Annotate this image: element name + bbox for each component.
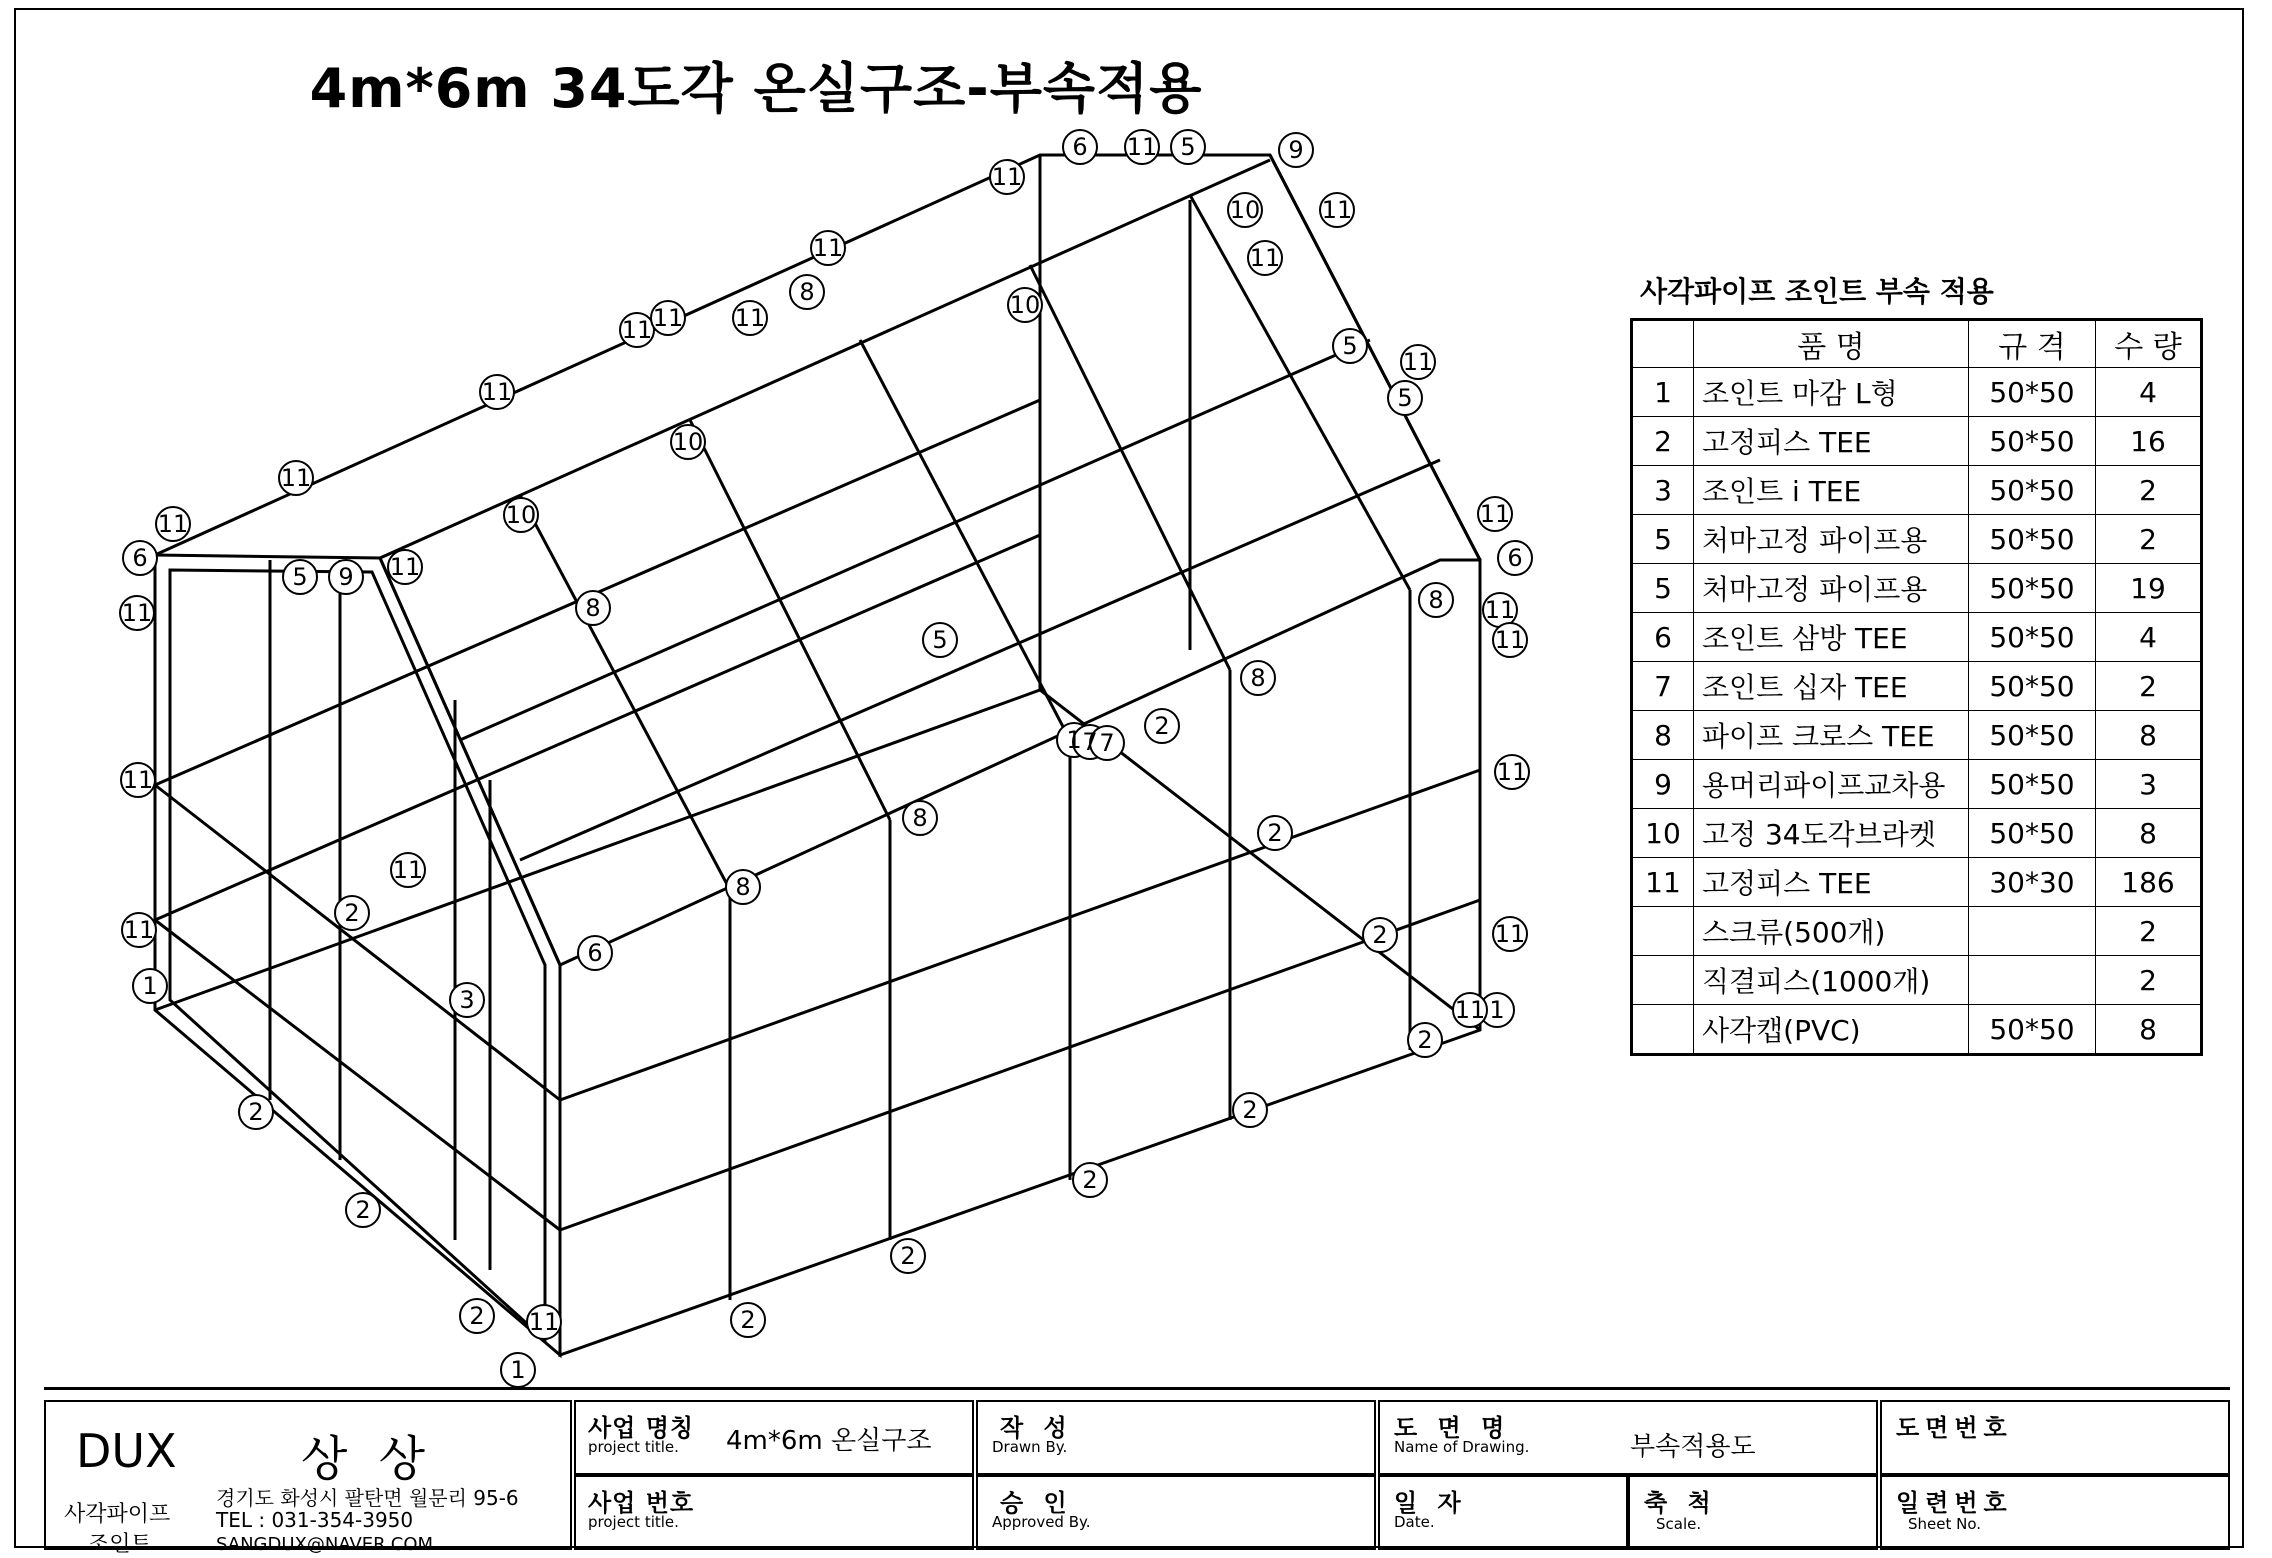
project-name-label: 사업 명칭 [588, 1414, 695, 1442]
svg-text:11: 11 [1494, 920, 1526, 948]
svg-text:7: 7 [1099, 729, 1115, 757]
row-spec: 50*50 [1969, 417, 2096, 466]
svg-text:9: 9 [338, 563, 354, 591]
row-name: 처마고정 파이프용 [1694, 564, 1969, 613]
project-no-label: 사업 번호 [588, 1489, 695, 1517]
table-row [1632, 907, 2202, 956]
table-row [1632, 809, 2202, 858]
row-no: 8 [1632, 711, 1694, 760]
row-no: 5 [1632, 515, 1694, 564]
table-row [1632, 760, 2202, 809]
date-sub: Date. [1394, 1513, 1435, 1531]
row-spec: 50*50 [1969, 711, 2096, 760]
drawn-sub: Drawn By. [992, 1438, 1068, 1456]
table-row [1632, 711, 2202, 760]
project-no-cell [574, 1475, 974, 1550]
svg-text:11: 11 [1454, 996, 1486, 1024]
table-row [1632, 515, 2202, 564]
address: 경기도 화성시 팔탄면 월문리 95-6 [216, 1486, 519, 1510]
date-cell [1378, 1475, 1628, 1550]
drawing-name-cell [1378, 1400, 1878, 1475]
row-qty: 2 [2096, 662, 2202, 711]
svg-text:8: 8 [735, 873, 751, 901]
row-qty: 4 [2096, 368, 2202, 417]
title-block [44, 1387, 2230, 1557]
svg-text:11: 11 [812, 234, 844, 262]
svg-text:5: 5 [932, 626, 948, 654]
svg-text:11: 11 [157, 510, 189, 538]
svg-text:11: 11 [121, 599, 153, 627]
svg-text:11: 11 [734, 304, 766, 332]
table-row [1632, 564, 2202, 613]
row-qty: 2 [2096, 907, 2202, 956]
row-spec: 30*30 [1969, 858, 2096, 907]
header-blank [1632, 320, 1694, 368]
row-qty: 2 [2096, 515, 2202, 564]
svg-text:8: 8 [1250, 664, 1266, 692]
scale-sub: Scale. [1656, 1515, 1702, 1533]
brand-name: 상 상 [301, 1431, 433, 1487]
approved-sub: Approved By. [992, 1513, 1091, 1531]
row-spec [1969, 956, 2096, 1005]
svg-text:11: 11 [122, 766, 154, 794]
row-no: 11 [1632, 858, 1694, 907]
row-spec: 50*50 [1969, 662, 2096, 711]
svg-text:7: 7 [1082, 728, 1098, 756]
svg-text:5: 5 [1180, 133, 1196, 161]
svg-text:2: 2 [900, 1242, 916, 1270]
approved-label: 승 인 [1000, 1489, 1073, 1517]
row-no: 10 [1632, 809, 1694, 858]
sheet-sub: Sheet No. [1908, 1515, 1982, 1533]
drawing-name-sub: Name of Drawing. [1394, 1438, 1530, 1456]
sheet-label: 일련번호 [1896, 1489, 2013, 1517]
svg-text:3: 3 [459, 986, 475, 1014]
row-name: 용머리파이프교차용 [1694, 760, 1969, 809]
front-wall-outline [560, 560, 1480, 1355]
row-spec: 50*50 [1969, 809, 2096, 858]
row-name: 직결피스(1000개) [1694, 956, 1969, 1005]
row-qty: 19 [2096, 564, 2202, 613]
svg-text:10: 10 [505, 501, 537, 529]
row-spec: 50*50 [1969, 466, 2096, 515]
svg-text:6: 6 [1507, 544, 1523, 572]
row-no [1632, 907, 1694, 956]
email: SANGDUX@NAVER.COM [216, 1534, 434, 1555]
svg-text:11: 11 [1402, 348, 1434, 376]
row-name: 조인트 삼방 TEE [1694, 613, 1969, 662]
svg-text:11: 11 [991, 163, 1023, 191]
project-name-value: 4m*6m 온실구조 [726, 1426, 932, 1456]
svg-text:11: 11 [652, 304, 684, 332]
row-name: 조인트 십자 TEE [1694, 662, 1969, 711]
svg-text:1: 1 [1489, 996, 1505, 1024]
svg-text:10: 10 [1009, 291, 1041, 319]
table-row [1632, 368, 2202, 417]
row-spec: 50*50 [1969, 515, 2096, 564]
svg-text:5: 5 [292, 563, 308, 591]
row-no: 1 [1632, 368, 1694, 417]
scale-cell [1628, 1475, 1878, 1550]
row-name: 스크류(500개) [1694, 907, 1969, 956]
row-name: 고정 34도각브라켓 [1694, 809, 1969, 858]
row-qty: 2 [2096, 466, 2202, 515]
svg-text:2: 2 [1372, 921, 1388, 949]
drawn-label: 작 성 [1000, 1414, 1073, 1442]
drawing-name-label: 도 면 명 [1394, 1414, 1511, 1442]
row-spec: 50*50 [1969, 368, 2096, 417]
row-name: 처마고정 파이프용 [1694, 515, 1969, 564]
project-name-cell [574, 1400, 974, 1475]
svg-text:5: 5 [1397, 384, 1413, 412]
row-qty: 186 [2096, 858, 2202, 907]
approved-by-cell [976, 1475, 1376, 1550]
svg-text:6: 6 [132, 544, 148, 572]
svg-text:2: 2 [740, 1306, 756, 1334]
row-name: 사각캡(PVC) [1694, 1005, 1969, 1055]
svg-text:6: 6 [587, 939, 603, 967]
row-no: 3 [1632, 466, 1694, 515]
left-wall-outline [155, 555, 560, 1355]
svg-text:1: 1 [1066, 726, 1082, 754]
table-row [1632, 417, 2202, 466]
scale-label: 축 척 [1644, 1489, 1717, 1517]
table-row [1632, 956, 2202, 1005]
company-name: DUX [76, 1424, 177, 1478]
row-qty: 8 [2096, 1005, 2202, 1055]
date-label: 일 자 [1394, 1489, 1467, 1517]
row-no [1632, 956, 1694, 1005]
svg-text:10: 10 [1229, 196, 1261, 224]
row-no: 7 [1632, 662, 1694, 711]
svg-text:8: 8 [1428, 586, 1444, 614]
project-no-sub: project title. [588, 1513, 679, 1531]
drawing-no-cell [1880, 1400, 2230, 1475]
svg-text:11: 11 [392, 856, 424, 884]
product-line-2: 조인트 [88, 1532, 152, 1557]
svg-text:8: 8 [585, 594, 601, 622]
svg-text:11: 11 [1479, 500, 1511, 528]
svg-text:2: 2 [1267, 819, 1283, 847]
row-no: 5 [1632, 564, 1694, 613]
svg-text:6: 6 [1072, 133, 1088, 161]
row-name: 고정피스 TEE [1694, 858, 1969, 907]
sheet-no-cell [1880, 1475, 2230, 1550]
svg-text:11: 11 [528, 1308, 560, 1336]
row-name: 고정피스 TEE [1694, 417, 1969, 466]
row-qty: 8 [2096, 711, 2202, 760]
row-no [1632, 1005, 1694, 1055]
svg-text:8: 8 [799, 278, 815, 306]
svg-text:9: 9 [1288, 136, 1304, 164]
parts-table [1630, 318, 2203, 1056]
header-qty: 수 량 [2096, 320, 2202, 368]
project-name-sub: project title. [588, 1438, 679, 1456]
svg-text:1: 1 [510, 1356, 526, 1384]
svg-text:11: 11 [1494, 626, 1526, 654]
svg-text:11: 11 [389, 553, 421, 581]
svg-text:2: 2 [469, 1302, 485, 1330]
svg-text:10: 10 [672, 428, 704, 456]
parts-table-caption: 사각파이프 조인트 부속 적용 [1640, 275, 1994, 308]
svg-text:11: 11 [621, 316, 653, 344]
svg-text:11: 11 [123, 916, 155, 944]
row-no: 9 [1632, 760, 1694, 809]
row-qty: 8 [2096, 809, 2202, 858]
product-line-1: 사각파이프 [64, 1502, 171, 1527]
svg-text:11: 11 [1321, 196, 1353, 224]
table-row [1632, 613, 2202, 662]
svg-text:1: 1 [142, 972, 158, 1000]
row-name: 조인트 마감 L형 [1694, 368, 1969, 417]
svg-text:2: 2 [248, 1098, 264, 1126]
svg-text:2: 2 [1154, 712, 1170, 740]
row-qty: 3 [2096, 760, 2202, 809]
parts-table-header [1632, 320, 2202, 368]
drawn-by-cell [976, 1400, 1376, 1475]
svg-text:11: 11 [481, 378, 513, 406]
svg-text:2: 2 [1242, 1096, 1258, 1124]
company-cell [44, 1400, 572, 1557]
row-qty: 2 [2096, 956, 2202, 1005]
row-name: 조인트 i TEE [1694, 466, 1969, 515]
svg-text:2: 2 [355, 1196, 371, 1224]
row-spec: 50*50 [1969, 613, 2096, 662]
row-spec [1969, 907, 2096, 956]
svg-text:11: 11 [1496, 758, 1528, 786]
table-row [1632, 858, 2202, 907]
table-row [1632, 466, 2202, 515]
svg-text:11: 11 [1484, 596, 1516, 624]
svg-text:11: 11 [1126, 133, 1158, 161]
table-row [1632, 1005, 2202, 1055]
svg-text:2: 2 [1417, 1026, 1433, 1054]
svg-text:11: 11 [1249, 244, 1281, 272]
svg-text:2: 2 [344, 899, 360, 927]
row-name: 파이프 크로스 TEE [1694, 711, 1969, 760]
frame-lines [155, 155, 1480, 1355]
svg-text:5: 5 [1342, 332, 1358, 360]
row-spec: 50*50 [1969, 1005, 2096, 1055]
header-spec: 규 격 [1969, 320, 2096, 368]
svg-text:11: 11 [280, 464, 312, 492]
drawing-no-label: 도면번호 [1896, 1414, 2013, 1442]
telephone: TEL : 031-354-3950 [216, 1508, 414, 1532]
row-spec: 50*50 [1969, 564, 2096, 613]
row-spec: 50*50 [1969, 760, 2096, 809]
table-row [1632, 662, 2202, 711]
callout-markers [120, 130, 1532, 1387]
header-name: 품 명 [1694, 320, 1969, 368]
drawing-title: 4m*6m 34도각 온실구조-부속적용 [309, 57, 1203, 120]
row-no: 2 [1632, 417, 1694, 466]
row-no: 6 [1632, 613, 1694, 662]
row-qty: 4 [2096, 613, 2202, 662]
svg-text:8: 8 [912, 804, 928, 832]
drawing-name-value: 부속적용도 [1630, 1432, 1756, 1462]
svg-text:2: 2 [1082, 1166, 1098, 1194]
row-qty: 16 [2096, 417, 2202, 466]
